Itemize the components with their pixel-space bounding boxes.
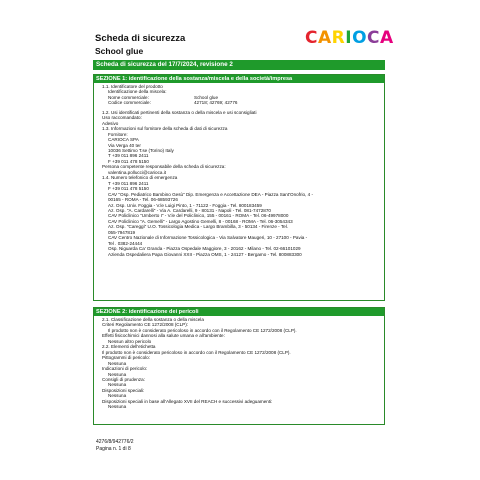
logo-letter: R	[331, 28, 346, 48]
text-line: Nessun altro pericolo	[108, 338, 152, 344]
text-line: 2.1. Classificazione della sostanza o della miscela	[102, 317, 204, 322]
text-line: Nessuna	[108, 360, 127, 366]
logo-letter: O	[352, 28, 368, 48]
text-line: Persona competente responsabile della scheda di sicurezza:	[102, 164, 226, 170]
text-line: 10036 Settimo T.se (Torino) Italy	[108, 147, 174, 153]
product-subtitle: School glue	[95, 46, 144, 56]
text-line: 00165 - ROMA - Tel. 06-68593726	[108, 197, 178, 203]
text-line: Via Verga 40 ter	[108, 142, 141, 148]
text-line: 1.1. Identificatore del prodotto	[102, 84, 163, 89]
field-label: Nome commerciale:	[108, 94, 149, 100]
text-line: F +39 011 478 5150	[108, 158, 149, 164]
text-line: T +39 011 896 2411	[108, 153, 149, 159]
text-line: Az. Osp. Univ. Foggia - V.le Luigi Pinto, 1 - 71122 - Foggia - Tel. 800183459	[108, 202, 262, 208]
carioca-logo	[305, 28, 395, 50]
text-line: CARIOCA SPA	[108, 137, 139, 143]
text-line: CAV "Osp. Pediatrico Bambino Gesù" Dip. Emergenza e Accettazione DEA - Piazza Sant'Onofrio, 4 -	[108, 191, 313, 197]
text-line: Nessuna	[108, 382, 127, 388]
text-line: Az. Osp. "A. Cardarelli" - Via A. Cardarelli, 9 - 80131 - Napoli - Tel. 081-7472870	[108, 207, 271, 213]
logo-letter: A	[317, 28, 332, 48]
section-2-body	[94, 316, 384, 410]
text-line: Nessuna	[108, 393, 127, 399]
text-line: Criteri Regolamento CE 1272/2008 (CLP):	[102, 322, 189, 328]
logo-letter: C	[305, 28, 318, 48]
text-line: Adesivo	[102, 120, 119, 126]
text-line: 1.2. Usi identificati pertinenti della sostanza o della miscela e usi sconsigliati	[102, 109, 257, 115]
text-line: Disposizioni speciali in base all'Allegato XVII del REACH e successivi adeguamenti:	[102, 398, 273, 404]
text-line: CAV Centro Nazionale di Informazione Tossicologica - Via Salvatore Maugeri, 10 - 27100 - Pavia -	[108, 235, 308, 241]
text-line: F +39 011 478 5150	[108, 186, 149, 192]
text-line: Azienda Ospedaliera Papa Giovanni XXII - Piazza OMS, 1 - 24127 - Bergamo - Tel. 800883300	[108, 251, 302, 257]
revision-bar: Scheda di sicurezza del 17/7/2024, revisione 2	[93, 60, 385, 70]
text-line: T +39 011 896 2411	[108, 180, 149, 186]
text-line: Effetti fisicochimici dannosi alla salute umana e all'ambiente:	[102, 333, 225, 339]
field-value: School glue	[194, 94, 219, 100]
text-line: 2.2. Elementi dell'etichetta	[102, 344, 156, 350]
text-line: Uso raccomandato:	[102, 115, 142, 121]
text-line: Consigli di prudenza:	[102, 376, 145, 382]
section-1	[93, 74, 385, 301]
section-1-heading: SEZIONE 1: identificazione della sostanza/miscela e della società/impresa	[94, 75, 384, 83]
text-line: valentina.pollucci@carioca.it	[108, 169, 167, 175]
text-line: 1.4. Numero telefonico di emergenza	[102, 175, 178, 181]
text-line: 1.3. Informazioni sul fornitore della scheda di dati di sicurezza	[102, 126, 228, 132]
section-2-heading: SEZIONE 2: identificazione dei pericoli	[94, 308, 384, 316]
document-code: 4276/8/942776/2	[96, 439, 134, 445]
text-line: Osp. Niguarda Ca' Granda - Piazza Ospedale Maggiore, 3 - 20162 - Milano - Tel. 02-66101029	[108, 246, 301, 252]
logo-letter: A	[380, 28, 394, 48]
text-line: CAV Policlinico "A. Gemelli" - Largo Agostino Gemelli, 8 - 00168 - ROMA - Tel. 06-3054343	[108, 218, 293, 224]
section-1-body	[94, 83, 384, 257]
text-line: Il prodotto non è considerato pericoloso in accordo con il Regolamento CE 1272/2008 (CLP).	[108, 327, 297, 333]
text-line: Disposizioni speciali:	[102, 387, 145, 393]
text-line: Identificazione della miscela:	[108, 89, 167, 95]
text-line: Fornitore:	[108, 131, 128, 137]
text-line: Az. Osp. "Careggi" U.O. Tossicologia Medica - Largo Brambilla, 3 - 50134 - Firenze - Tel.	[108, 224, 289, 230]
field-label: Codice commerciale:	[108, 100, 151, 106]
text-line: Tel . 0382-24444	[108, 240, 143, 246]
text-line: Nessuna	[108, 371, 127, 377]
text-line: Il prodotto non è considerato pericoloso in accordo con il Regolamento CE 1272/2008 (CLP).	[102, 349, 291, 355]
text-line: Nessuna	[108, 404, 127, 410]
text-line: Pittogrammi di pericolo:	[102, 355, 150, 361]
text-line: CAV Policlinico "Umberto I" - V.le del Policlinico, 155 - 00161 - ROMA - Tel. 06-49978000	[108, 213, 289, 219]
text-line: Indicazioni di pericolo:	[102, 366, 148, 372]
document-title: Scheda di sicurezza	[95, 33, 186, 44]
text-line: 055-7947819	[108, 229, 136, 235]
field-value: 42718; 42769; 42776	[194, 100, 238, 106]
page-footer	[96, 439, 134, 452]
logo-letter: C	[367, 28, 381, 48]
section-2	[93, 307, 385, 425]
logo-letter: I	[345, 28, 353, 48]
page-number: Pagina n. 1 di 8	[96, 445, 131, 452]
